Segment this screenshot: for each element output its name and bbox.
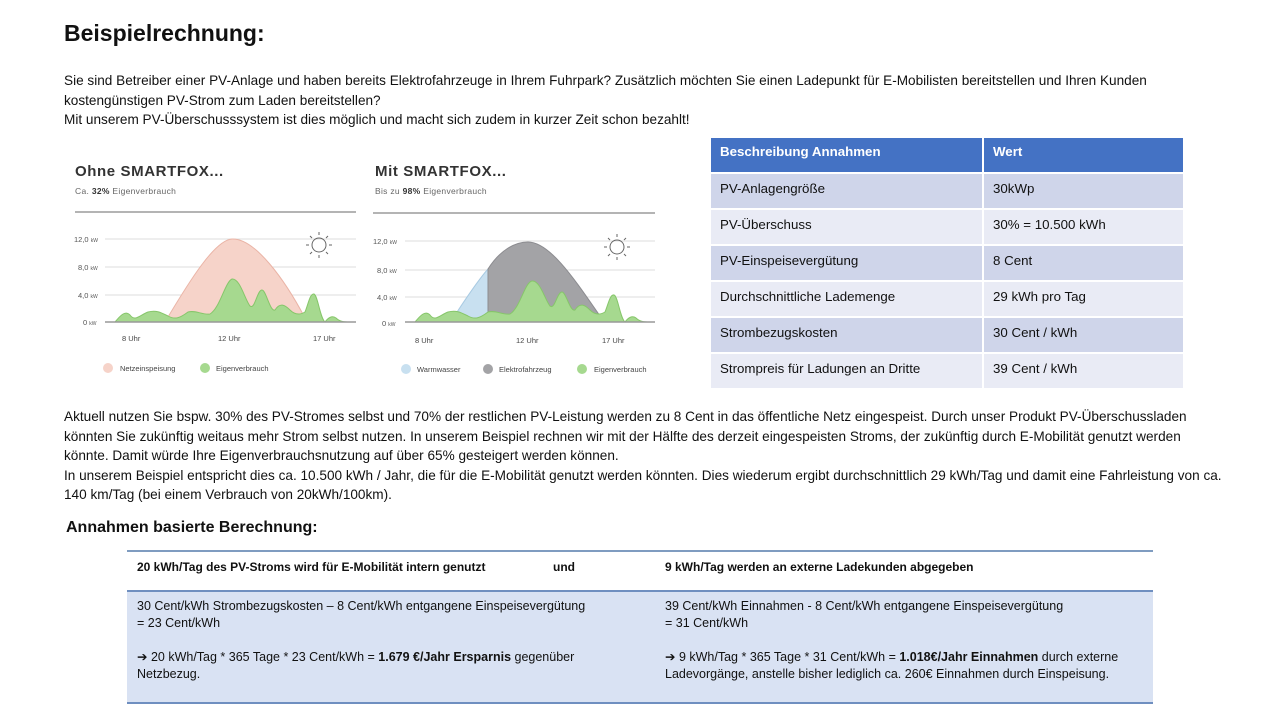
x-tick-label: 8 Uhr	[415, 336, 434, 345]
result-highlight: 1.679 €/Jahr Ersparnis	[378, 650, 512, 664]
explanation-paragraph: Aktuell nutzen Sie bspw. 30% des PV-Stromes selbst und 70% der restlichen PV-Leistung werden zu 8 Cent in das öffentliche Netz eingespeist. Durch unser Produkt PV-Überschussladen könnten Sie zukünftig weitaus mehr Strom selbst nutzen. In unserem Beispiel rechnen wir mit der Hälfte des derzeit eingespeisten Stroms, der zukünftig durch E-Mobilität genutzt werden könnte. Damit würde Ihre Eigenverbrauchsnutzung auf über 65% gesteigert werden können.	[64, 409, 1187, 463]
legend-label: Elektrofahrzeug	[499, 365, 552, 374]
chart-legend	[401, 364, 647, 374]
column-header: Wert	[984, 138, 1183, 172]
y-tick-label: 4,0 kW	[78, 291, 98, 300]
subtitle-value: 32%	[91, 186, 110, 196]
table-row	[711, 208, 1183, 244]
calculation-body-row	[127, 590, 1153, 704]
header-external-charging: 9 kWh/Tag werden an externe Ladekunden abgegeben	[665, 560, 974, 574]
explanation-text	[64, 407, 1224, 505]
eigenverbrauch-area	[110, 279, 350, 322]
y-tick-label: 4,0 kW	[377, 293, 397, 302]
header-internal-use: 20 kWh/Tag des PV-Stroms wird für E-Mobilität intern genutzt	[137, 560, 486, 574]
result-highlight: 1.018€/Jahr Einnahmen	[899, 650, 1039, 664]
x-tick-label: 17 Uhr	[602, 336, 625, 345]
arrow-right-icon: ➔	[137, 650, 148, 664]
x-tick-label: 12 Uhr	[218, 334, 241, 343]
sun-icon	[604, 234, 630, 260]
intro-text	[64, 71, 1204, 130]
table-cell: 30 Cent / kWh	[984, 316, 1183, 352]
chart-with-smartfox	[360, 150, 660, 390]
column-header: Beschreibung Annahmen	[711, 138, 984, 172]
subtitle-prefix: Bis zu	[375, 186, 400, 196]
chart-legend	[103, 363, 269, 373]
table-row	[711, 316, 1183, 352]
x-tick-label: 17 Uhr	[313, 334, 336, 343]
page-title: Beispielrechnung:	[64, 20, 265, 46]
chart-without-smartfox	[60, 150, 360, 390]
legend-swatch-elektrofahrzeug	[483, 364, 493, 374]
y-tick-label: 8,0 kW	[377, 266, 397, 275]
table-cell: PV-Einspeisevergütung	[711, 244, 984, 280]
table-cell: 30kWp	[984, 172, 1183, 208]
assumptions-table	[711, 138, 1183, 388]
result-text: gegenüber Netzbezug.	[137, 650, 575, 681]
intro-paragraph: Sie sind Betreiber einer PV-Anlage und haben bereits Elektrofahrzeuge in Ihrem Fuhrpark? Zusätzlich möchten Sie einen Ladepunkt für E-Mobilisten bereitstellen und Ihren Kunden kostengünstigen PV-Strom zum Laden bereitstellen?	[64, 73, 1147, 108]
y-tick-label: 8,0 kW	[78, 263, 98, 272]
x-tick-labels	[122, 334, 336, 343]
subtitle-suffix: Eigenverbrauch	[112, 186, 177, 196]
calc-cell-internal	[137, 598, 607, 683]
result-text: durch externe Ladevorgänge, anstelle bisher lediglich ca. 260€ Einnahmen durch Einspeisung.	[665, 650, 1119, 681]
eigenverbrauch-area	[405, 281, 650, 322]
result-text: 9 kWh/Tag * 365 Tage * 31 Cent/kWh =	[675, 650, 900, 664]
legend-swatch-eigenverbrauch	[577, 364, 587, 374]
table-cell: PV-Überschuss	[711, 208, 984, 244]
sun-icon	[306, 232, 332, 258]
table-row	[711, 244, 1183, 280]
y-tick-label: 12,0 kW	[373, 237, 397, 246]
table-row	[711, 280, 1183, 316]
table-cell: 39 Cent / kWh	[984, 352, 1183, 388]
legend-label: Eigenverbrauch	[216, 364, 269, 373]
calculation-heading: Annahmen basierte Berechnung:	[66, 519, 318, 536]
result-text: 20 kWh/Tag * 365 Tage * 23 Cent/kWh =	[147, 650, 379, 664]
table-cell: 29 kWh pro Tag	[984, 280, 1183, 316]
chart-heading: Ohne SMARTFOX...	[75, 163, 224, 180]
table-row	[711, 172, 1183, 208]
legend-swatch-netzeinspeisung	[103, 363, 113, 373]
table-cell: Strompreis für Ladungen an Dritte	[711, 352, 984, 388]
x-tick-labels	[415, 336, 625, 345]
header-connector: und	[553, 560, 575, 574]
legend-label: Eigenverbrauch	[594, 365, 647, 374]
y-tick-label: 12,0 kW	[74, 235, 98, 244]
calc-formula	[665, 598, 1145, 632]
calc-result	[665, 649, 1145, 683]
formula-line: 30 Cent/kWh Strombezugskosten – 8 Cent/kWh entgangene Einspeisevergütung	[137, 599, 586, 613]
table-cell: Strombezugskosten	[711, 316, 984, 352]
legend-label: Netzeinspeisung	[120, 364, 176, 373]
table-row	[711, 352, 1183, 388]
explanation-paragraph: In unserem Beispiel entspricht dies ca. 10.500 kWh / Jahr, die für die E-Mobilität genutzt werden könnten. Dies wiederum ergibt durchschnittlich 29 kWh/Tag und damit eine Fahrleistung von ca. 140 km/Tag (bei einem Verbrauch von 20kWh/100km).	[64, 467, 1222, 502]
arrow-right-icon: ➔	[665, 650, 676, 664]
intro-paragraph: Mit unserem PV-Überschusssystem ist dies möglich und macht sich zudem in kurzer Zeit schon bezahlt!	[64, 112, 690, 127]
calc-cell-external	[665, 598, 1145, 683]
table-cell: Durchschnittliche Lademenge	[711, 280, 984, 316]
calculation-table	[127, 550, 1153, 704]
table-cell: PV-Anlagengröße	[711, 172, 984, 208]
subtitle-value: 98%	[402, 186, 421, 196]
legend-swatch-eigenverbrauch	[200, 363, 210, 373]
chart-svg	[60, 150, 360, 390]
table-header-row	[711, 138, 1183, 172]
y-tick-labels	[373, 237, 397, 328]
legend-swatch-warmwasser	[401, 364, 411, 374]
formula-result: = 31 Cent/kWh	[665, 616, 749, 630]
y-tick-label: 0 kW	[382, 319, 396, 328]
formula-line: 39 Cent/kWh Einnahmen - 8 Cent/kWh entgangene Einspeisevergütung	[665, 599, 1064, 613]
table-cell: 30% = 10.500 kWh	[984, 208, 1183, 244]
subtitle-prefix: Ca.	[75, 186, 90, 196]
y-tick-label: 0 kW	[83, 318, 97, 327]
calc-result	[137, 649, 607, 683]
legend-label: Warmwasser	[417, 365, 461, 374]
table-cell: 8 Cent	[984, 244, 1183, 280]
formula-result: = 23 Cent/kWh	[137, 616, 221, 630]
calc-formula	[137, 598, 607, 632]
chart-heading: Mit SMARTFOX...	[375, 163, 507, 180]
y-tick-labels	[74, 235, 98, 327]
x-tick-label: 12 Uhr	[516, 336, 539, 345]
subtitle-suffix: Eigenverbrauch	[423, 186, 487, 196]
calculation-header-row	[127, 550, 1153, 590]
chart-svg	[360, 150, 660, 390]
x-tick-label: 8 Uhr	[122, 334, 141, 343]
